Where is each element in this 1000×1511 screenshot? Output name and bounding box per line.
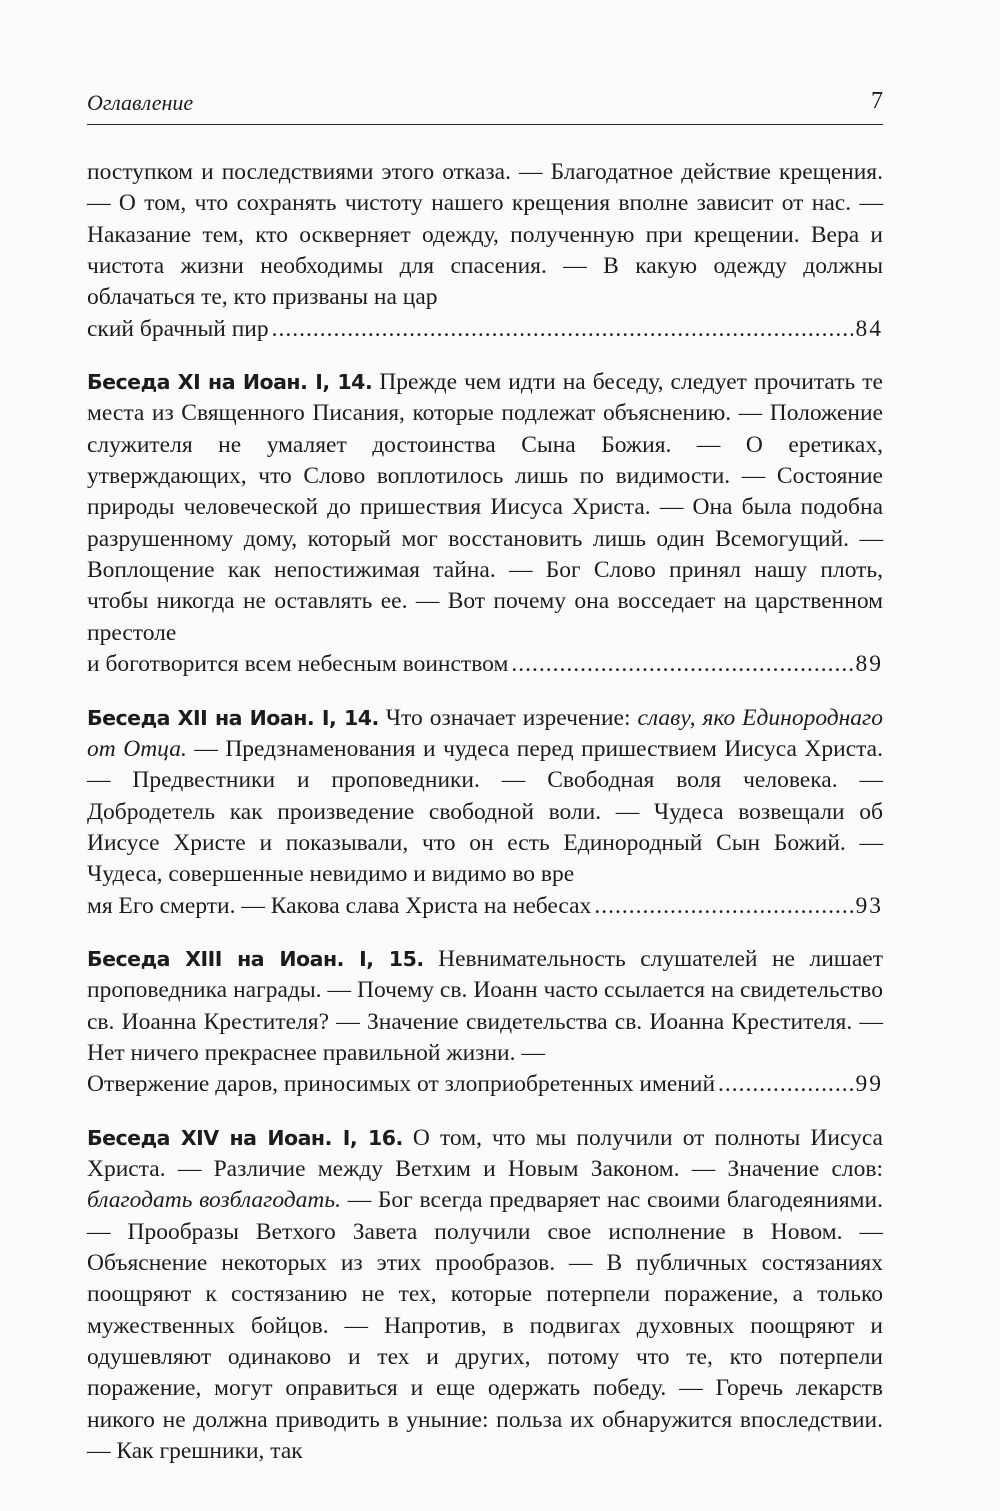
entry-title: Беседа XI на Иоан. I, 14. — [87, 370, 373, 395]
entry-last-line-text: ский брачный пир — [87, 315, 269, 342]
entry-text: Невнимательность слушателей не лишает проповедника награды. — Почему св. Иоанн часто ссылается на свидетельство св. Иоанна Крестителя? — Значение свидетельства св. Иоанна Крестителя. — Нет ничего прекраснее правильной жизни. — — [87, 945, 883, 1066]
entry-title: Беседа XIV на Иоан. I, 16. — [87, 1125, 403, 1150]
page-number: 7 — [871, 88, 883, 114]
running-title: Оглавление — [87, 90, 194, 115]
entry-page-number: 89 — [855, 651, 883, 678]
entry-page-number: 93 — [855, 892, 883, 919]
entry-page-number: 84 — [855, 315, 883, 342]
toc-entry — [87, 367, 883, 680]
toc-entry — [87, 703, 883, 922]
page-header — [87, 86, 883, 125]
entry-title: Беседа XIII на Иоан. I, 15. — [87, 946, 424, 971]
entry-description — [87, 367, 883, 649]
entry-text-continued: — Предзнаменования и чудеса перед пришествием Иисуса Христа. — Предвестники и проповедники. — Свободная воля человека. — Добродетель как произведение свободной воли. — Чудеса возвещали об Иисусе Христе и показывали, что он есть Единородный Сын Божий. — Чудеса, совершенные невидимо и видимо во вре — [87, 735, 883, 888]
dot-leader — [272, 314, 853, 345]
entry-last-line-text: Отвержение даров, приносимых от злоприобретенных имений — [87, 1071, 716, 1098]
entry-description — [87, 944, 883, 1069]
entry-last-line-text: мя Его смерти. — Какова слава Христа на небесах — [87, 892, 592, 919]
dot-leader — [718, 1069, 852, 1100]
table-of-contents — [87, 157, 883, 1467]
entry-last-line — [87, 891, 883, 922]
toc-entry — [87, 1123, 883, 1468]
entry-page-number: 99 — [855, 1071, 883, 1098]
toc-entry — [87, 157, 883, 345]
entry-last-line-text: и боготворится всем небесным воинством — [87, 651, 509, 678]
entry-last-line — [87, 314, 883, 345]
dot-leader — [594, 891, 852, 922]
entry-text: Что означает изречение: — [378, 704, 638, 731]
entry-last-line — [87, 1069, 883, 1100]
entry-text-continued: — Бог всегда предваряет нас своими благодеяниями. — Прообразы Ветхого Завета получили свое исполнение в Новом. — Объяснение некоторых из этих прообразов. — В публичных состязаниях поощряют к состязанию не тех, которые потерпели поражение, а только мужественных бойцов. — Напротив, в подвигах духовных поощряют и одушевляют одинаково и тех и других, потому что те, кто потерпели поражение, могут оправиться и еще одержать победу. — Горечь лекарств никого не должна приводить в уныние: польза их обнаружится впоследствии. — Как грешники, так — [87, 1187, 884, 1465]
dot-leader — [511, 649, 852, 680]
entry-description — [87, 703, 883, 891]
entry-quote: славу, яко Единороднаго от Отца. — [87, 704, 883, 762]
entry-text: О том, что мы получили от полноты Иисуса Христа. — Различие между Ветхим и Новым Законом. — Значение слов: — [87, 1124, 883, 1182]
entry-description — [87, 157, 883, 314]
entry-text: поступком и последствиями этого отказа. — Благодатное действие крещения. — О том, что сохранять чистоту нашего крещения вполне зависит от нас. — Наказание тем, кто оскверняет одежду, полученную при крещении. Вера и чистота жизни необходимы для спасения. — В какую одежду должны облачаться те, кто призваны на цар — [87, 159, 883, 311]
entry-description — [87, 1123, 883, 1468]
entry-text: Прежде чем идти на беседу, следует прочитать те места из Священного Писания, которые подлежат объяснению. — Положение служителя не умаляет достоинства Сына Божия. — О еретиках, утверждающих, что Слово воплотилось лишь по видимости. — Состояние природы человеческой до пришествия Иисуса Христа. — Она была подобна разрушенному дому, который мог восстановить лишь один Всемогущий. — Воплощение как непостижимая тайна. — Бог Слово принял нашу плоть, чтобы никогда не оставлять ее. — Вот почему она восседает на царственном престоле — [87, 369, 883, 646]
entry-quote: благодать возблагодать. — [87, 1187, 341, 1214]
entry-last-line — [87, 649, 883, 680]
toc-entry — [87, 944, 883, 1101]
entry-title: Беседа XII на Иоан. I, 14. — [87, 705, 379, 730]
